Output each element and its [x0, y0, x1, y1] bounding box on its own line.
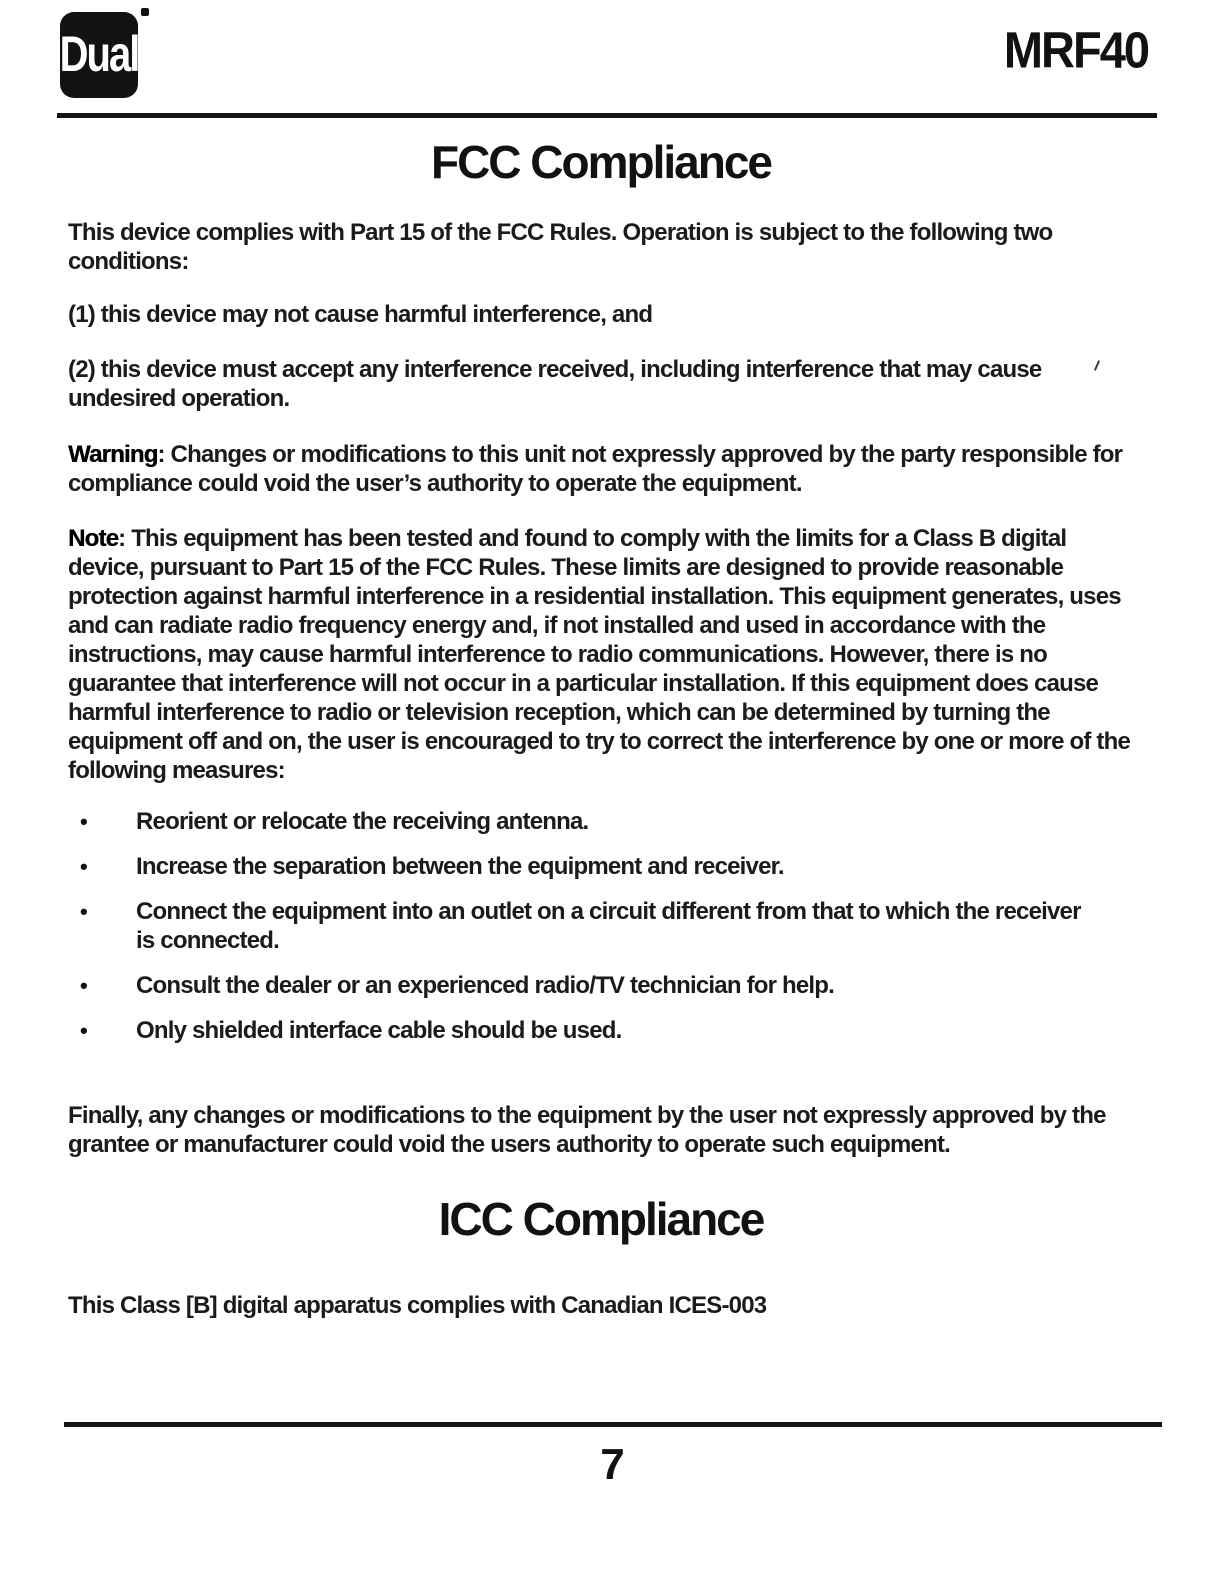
bullet-icon: • — [80, 1018, 88, 1043]
list-item — [68, 971, 1134, 1000]
bullet-icon: • — [80, 973, 88, 998]
bullet-text: Reorient or relocate the receiving antenna. — [136, 808, 589, 835]
bullet-text: Increase the separation between the equipment and receiver. — [136, 853, 784, 880]
bullet-text: Only shielded interface cable should be used. — [136, 1017, 622, 1044]
warning-paragraph — [68, 440, 1134, 498]
bullet-icon: • — [80, 899, 88, 924]
icc-statement: This Class [B] digital apparatus complies with Canadian ICES-003 — [68, 1292, 767, 1319]
warning-label: Warning — [68, 441, 158, 468]
measures-bullet-list — [68, 807, 1134, 1045]
fcc-condition-1: (1) this device may not cause harmful interference, and — [68, 301, 653, 328]
footer-divider — [64, 1422, 1162, 1427]
registered-mark-dot-icon — [141, 8, 149, 16]
note-label: Note — [68, 525, 119, 552]
header-divider — [57, 113, 1157, 118]
note-paragraph — [68, 524, 1134, 785]
list-item — [68, 1016, 1134, 1045]
warning-text: : Changes or modifications to this unit not expressly approved by the party responsible for compliance could void the user’s authority to operate the equipment. — [68, 441, 1123, 497]
bullet-icon: • — [80, 809, 88, 834]
page-number: 7 — [600, 1440, 624, 1489]
note-text: : This equipment has been tested and found to comply with the limits for a Class B digital device, pursuant to Part 15 of the FCC Rules. These limits are designed to provide reasonable protection against harmful interference in a residential installation. This equipment generates, uses and can radiate radio frequency energy and, if not installed and used in accordance with the instructions, may cause harmful interference to radio communications. However, there is no guarantee that interference will not occur in a particular installation. If this equipment does cause harmful interference to radio or television reception, which can be determined by turning the equipment off and on, the user is encouraged to try to correct the interference by one or more of the following measures: — [68, 525, 1131, 784]
list-item — [68, 807, 1134, 836]
model-number: MRF40 — [1003, 20, 1148, 79]
closing-paragraph: Finally, any changes or modifications to the equipment by the user not expressly approved by the grantee or manufacturer could void the users authority to operate such equipment. — [68, 1102, 1106, 1158]
list-item — [68, 852, 1134, 881]
dual-logo — [60, 12, 138, 98]
fcc-compliance-title: FCC Compliance — [430, 136, 772, 188]
bullet-text: Consult the dealer or an experienced radio/TV technician for help. — [136, 972, 835, 999]
fcc-condition-2: (2) this device must accept any interference received, including interference that may cause undesired operation. — [68, 356, 1042, 412]
bullet-text: Connect the equipment into an outlet on a circuit different from that to which the receiver is connected. — [136, 898, 1081, 954]
icc-compliance-title: ICC Compliance — [438, 1193, 764, 1245]
list-item — [68, 897, 1134, 955]
fcc-intro-paragraph: This device complies with Part 15 of the FCC Rules. Operation is subject to the following two conditions: — [68, 219, 1053, 275]
page-content — [68, 130, 1134, 1320]
dual-logo-text: Dual — [59, 26, 139, 82]
bullet-icon: • — [80, 854, 88, 879]
